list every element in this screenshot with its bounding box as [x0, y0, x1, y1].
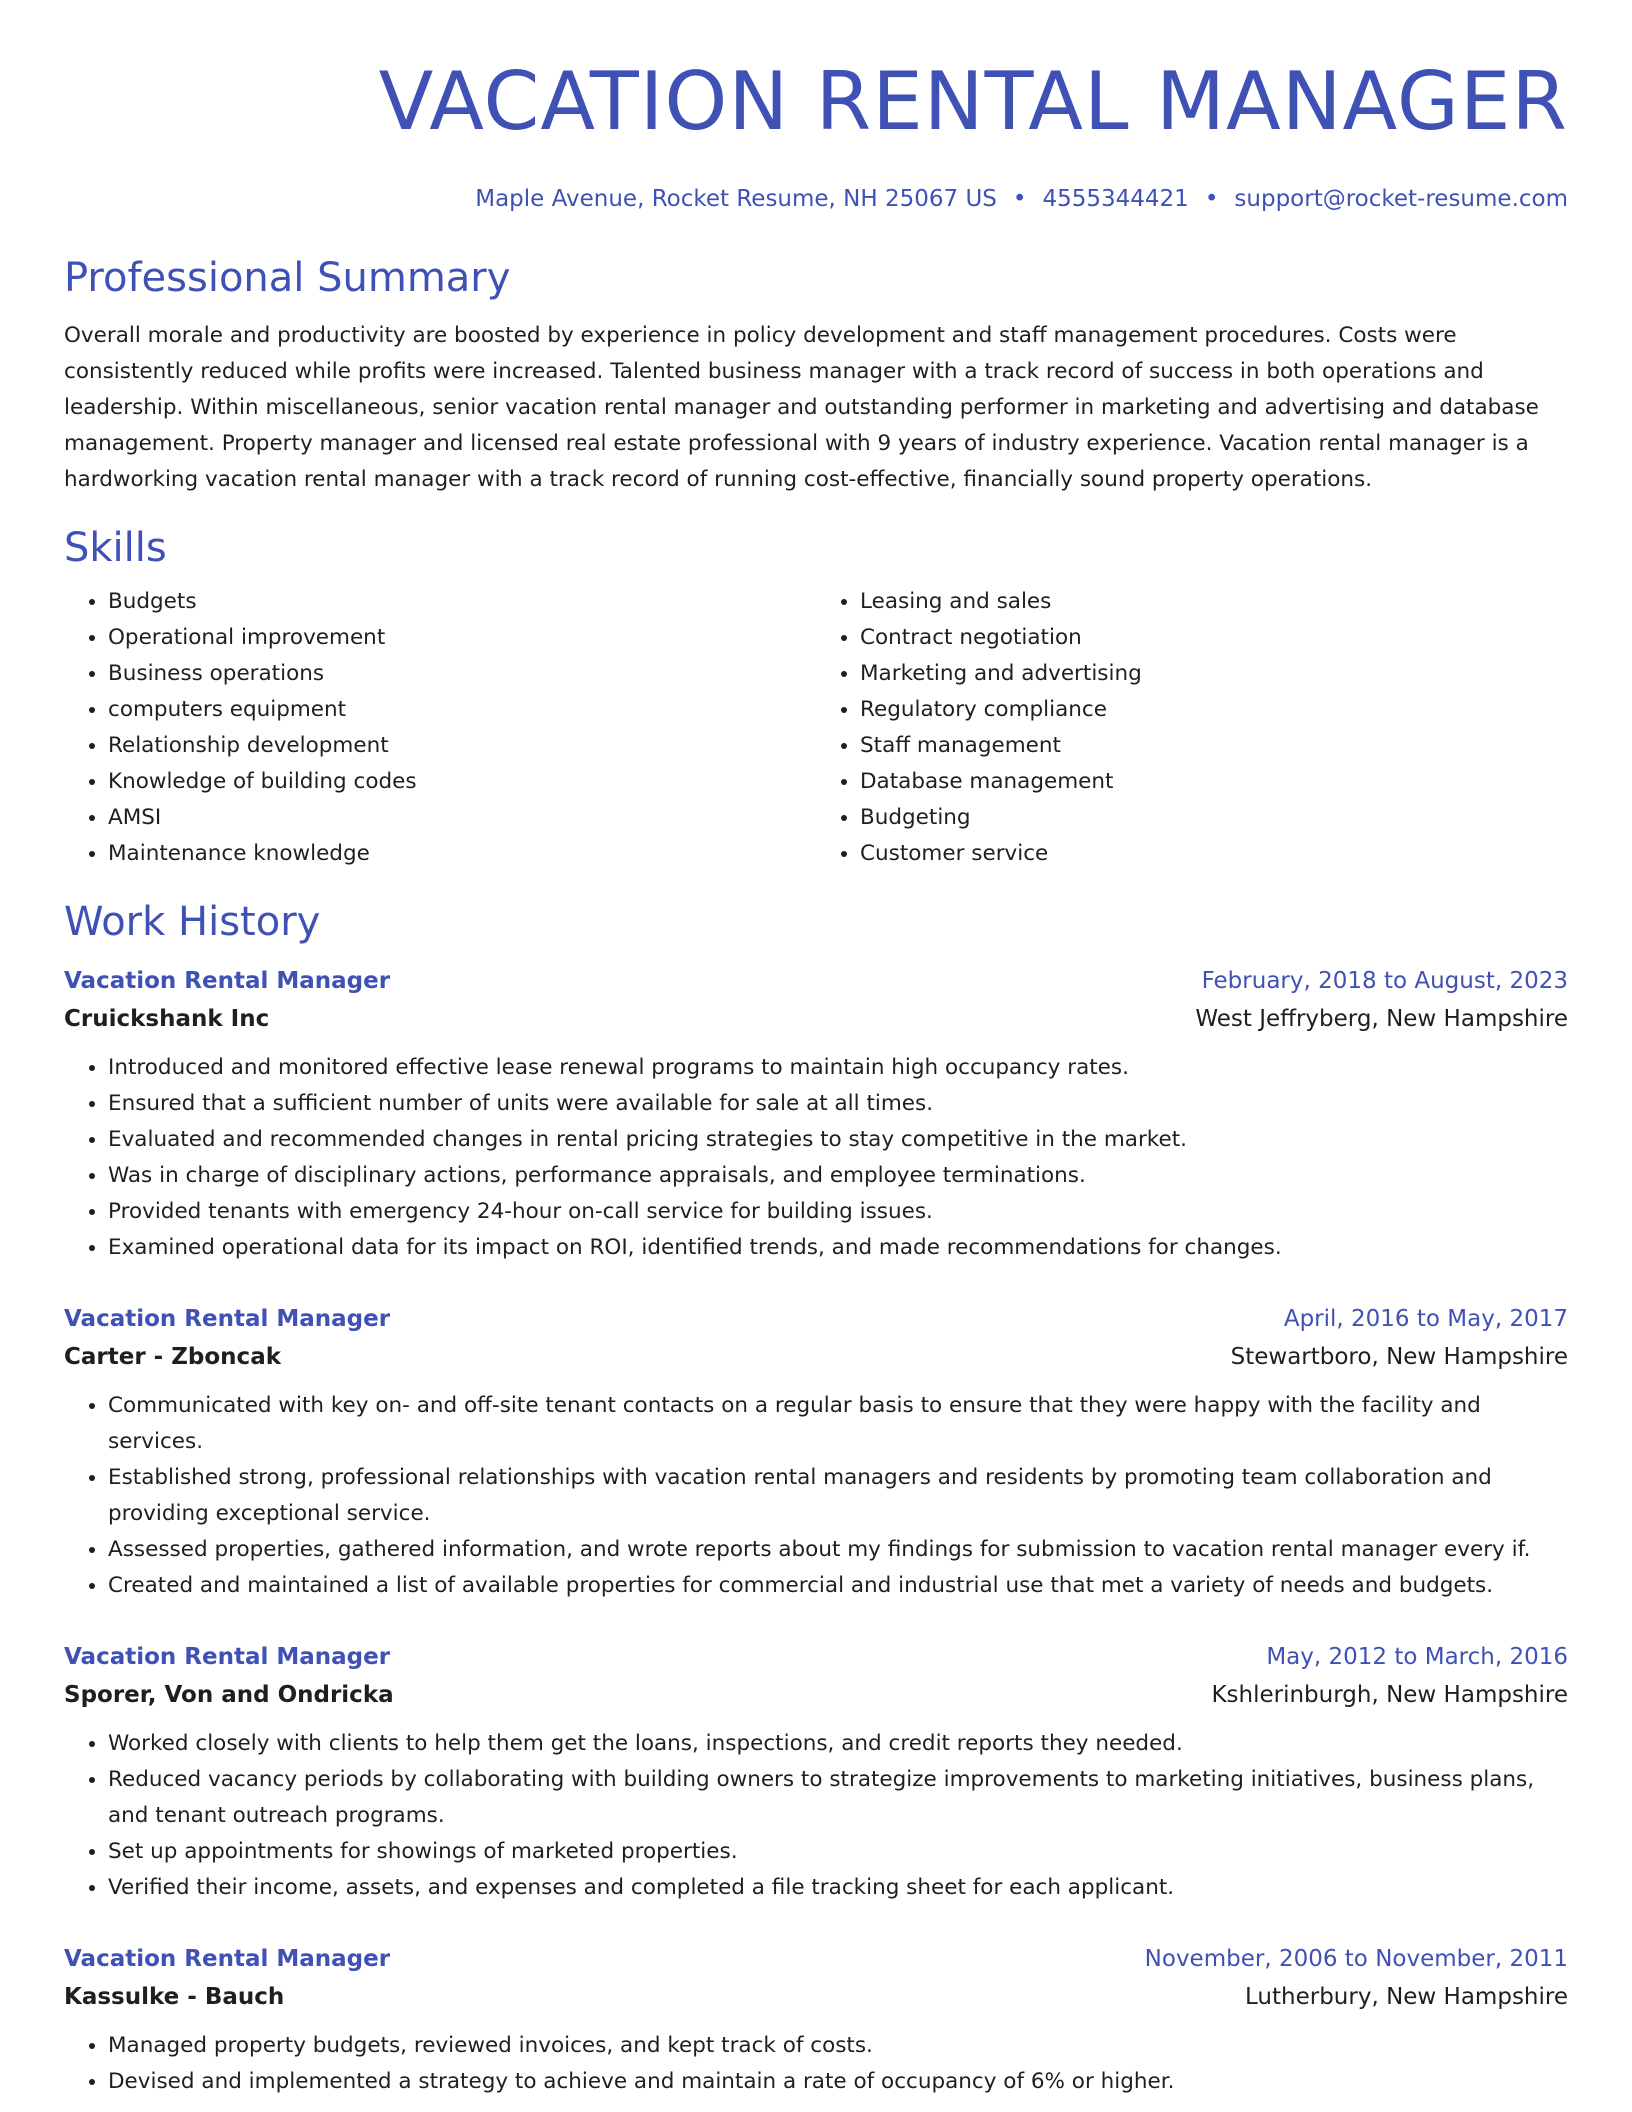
skill-item: • Customer service	[860, 836, 1568, 872]
job-bullet: • Established strong, professional relationships with vacation rental managers and residents by promoting team collaboration and providing exceptional service.	[108, 1460, 1568, 1532]
job-bullets	[64, 1050, 1568, 1266]
skill-item: • Contract negotiation	[860, 620, 1568, 656]
skills-heading: Skills	[64, 525, 167, 571]
job-entry	[64, 1638, 1568, 1906]
skill-item: • Business operations	[108, 656, 816, 692]
skill-item: • Leasing and sales	[860, 584, 1568, 620]
skill-item: • Staff management	[860, 728, 1568, 764]
job-entry	[64, 1300, 1568, 1604]
job-title: Vacation Rental Manager	[64, 1306, 391, 1332]
job-location: Stewartboro, New Hampshire	[1230, 1344, 1568, 1370]
job-dates: April, 2016 to May, 2017	[1283, 1306, 1568, 1332]
summary-heading: Professional Summary	[64, 255, 511, 301]
job-bullet: • Examined operational data for its impact on ROI, identified trends, and made recommendations for changes.	[108, 1230, 1568, 1266]
job-company: Cruickshank Inc	[64, 1006, 270, 1032]
job-location: Lutherbury, New Hampshire	[1245, 1984, 1568, 2010]
job-bullet: • Created and maintained a list of available properties for commercial and industrial use that met a variety of needs and budgets.	[108, 1568, 1568, 1604]
job-bullet: • Set up appointments for showings of marketed properties.	[108, 1834, 1568, 1870]
job-company: Sporer, Von and Ondricka	[64, 1682, 394, 1708]
contact-separator: •	[1204, 186, 1219, 212]
job-company-row	[64, 1338, 1568, 1376]
job-bullets	[64, 2028, 1568, 2100]
summary-text: Overall morale and productivity are boosted by experience in policy development and staff management procedures. Costs were consistently reduced while profits were increased. Talented business manager with a track record of success in both operations and leadership. Within miscellaneous, senior vacation rental manager and outstanding performer in marketing and advertising and database management. Property manager and licensed real estate professional with 9 years of industry experience. Vacation rental manager is a hardworking vacation rental manager with a track record of running cost-effective, financially sound property operations.	[64, 323, 1539, 492]
job-entry	[64, 1940, 1568, 2100]
job-company-row	[64, 1676, 1568, 1714]
job-dates: February, 2018 to August, 2023	[1201, 968, 1568, 994]
contact-address: Maple Avenue, Rocket Resume, NH 25067 US	[475, 186, 997, 212]
job-dates: November, 2006 to November, 2011	[1144, 1946, 1568, 1972]
job-bullet: • Ensured that a sufficient number of units were available for sale at all times.	[108, 1086, 1568, 1122]
job-location: West Jeffryberg, New Hampshire	[1195, 1006, 1568, 1032]
contact-email: support@rocket-resume.com	[1234, 186, 1568, 212]
job-title: Vacation Rental Manager	[64, 1946, 391, 1972]
skill-item: • Budgeting	[860, 800, 1568, 836]
job-bullet: • Was in charge of disciplinary actions, performance appraisals, and employee terminations.	[108, 1158, 1568, 1194]
job-bullet: • Provided tenants with emergency 24-hour on-call service for building issues.	[108, 1194, 1568, 1230]
job-bullet: • Evaluated and recommended changes in rental pricing strategies to stay competitive in the market.	[108, 1122, 1568, 1158]
job-location: Kshlerinburgh, New Hampshire	[1211, 1682, 1568, 1708]
skills-column-left	[64, 584, 816, 872]
job-bullet: • Reduced vacancy periods by collaborating with building owners to strategize improvements to marketing initiatives, business plans, and tenant outreach programs.	[108, 1762, 1568, 1834]
job-bullet: • Communicated with key on- and off-site tenant contacts on a regular basis to ensure that they were happy with the facility and services.	[108, 1388, 1568, 1460]
contact-line	[64, 184, 1568, 214]
job-company: Kassulke - Bauch	[64, 1984, 285, 2010]
skill-item: • Budgets	[108, 584, 816, 620]
skill-item: • Marketing and advertising	[860, 656, 1568, 692]
work-history-heading: Work History	[64, 899, 321, 945]
job-title-row	[64, 1940, 1568, 1978]
job-title-row	[64, 1638, 1568, 1676]
contact-separator: •	[1012, 186, 1027, 212]
skill-item: • Regulatory compliance	[860, 692, 1568, 728]
job-title: Vacation Rental Manager	[64, 968, 391, 994]
skill-item: • Database management	[860, 764, 1568, 800]
job-title-row	[64, 1300, 1568, 1338]
job-title-row	[64, 962, 1568, 1000]
job-company-row	[64, 1000, 1568, 1038]
job-bullets	[64, 1388, 1568, 1604]
job-dates: May, 2012 to March, 2016	[1266, 1644, 1568, 1670]
skills-list	[64, 584, 1568, 872]
job-bullet: • Verified their income, assets, and expenses and completed a file tracking sheet for each applicant.	[108, 1870, 1568, 1906]
job-company-row	[64, 1978, 1568, 2016]
skill-item: • Operational improvement	[108, 620, 816, 656]
skills-column-right	[816, 584, 1568, 872]
skill-item: • Relationship development	[108, 728, 816, 764]
job-bullets	[64, 1726, 1568, 1906]
contact-phone: 4555344421	[1042, 186, 1189, 212]
skill-item: • Knowledge of building codes	[108, 764, 816, 800]
job-company: Carter - Zboncak	[64, 1344, 282, 1370]
job-entry	[64, 962, 1568, 1266]
job-bullet: • Assessed properties, gathered information, and wrote reports about my findings for submission to vacation rental manager every if.	[108, 1532, 1568, 1568]
resume-name: VACATION RENTAL MANAGER	[378, 55, 1568, 148]
job-bullet: • Worked closely with clients to help them get the loans, inspections, and credit reports they needed.	[108, 1726, 1568, 1762]
job-bullet: • Introduced and monitored effective lease renewal programs to maintain high occupancy rates.	[108, 1050, 1568, 1086]
job-title: Vacation Rental Manager	[64, 1644, 391, 1670]
skill-item: • AMSI	[108, 800, 816, 836]
job-bullet: • Managed property budgets, reviewed invoices, and kept track of costs.	[108, 2028, 1568, 2064]
skill-item: • Maintenance knowledge	[108, 836, 816, 872]
skill-item: • computers equipment	[108, 692, 816, 728]
job-bullet: • Devised and implemented a strategy to achieve and maintain a rate of occupancy of 6% or higher.	[108, 2064, 1568, 2100]
